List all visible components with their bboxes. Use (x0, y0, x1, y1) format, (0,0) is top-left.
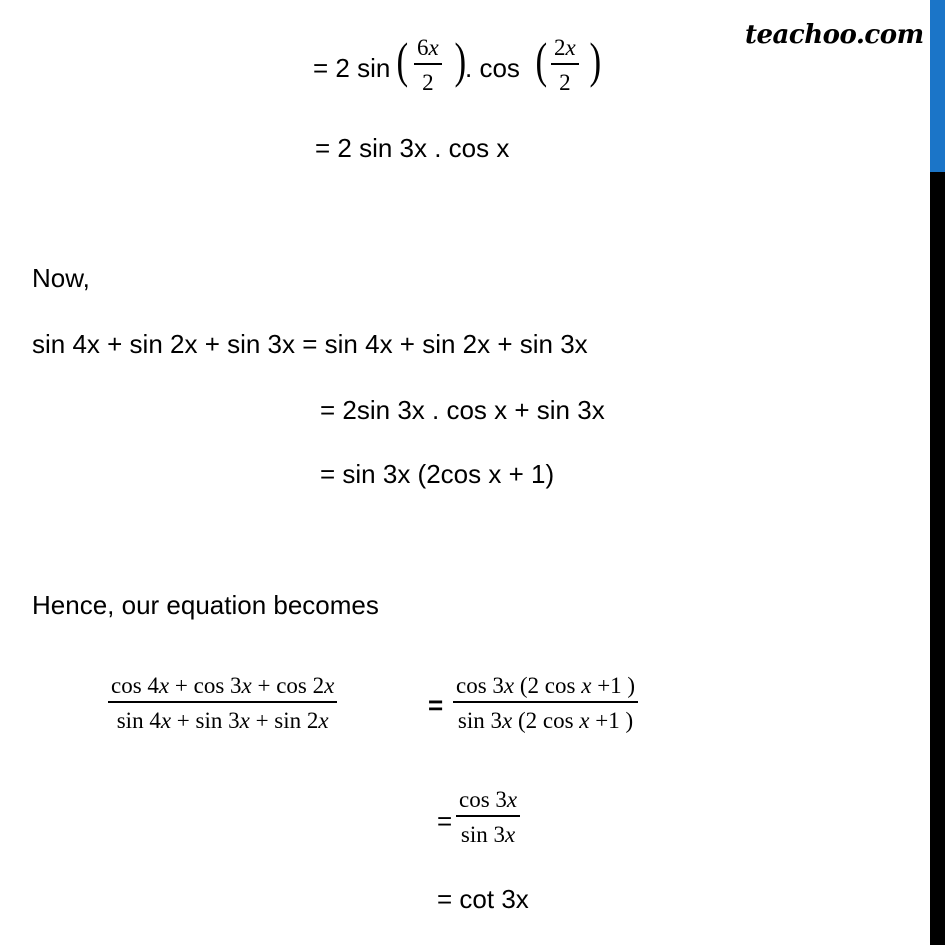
numerator: cos 3x (2 cos x +1 ) (453, 674, 638, 703)
paren-open: ( (535, 32, 548, 88)
now-label: Now, (32, 263, 90, 293)
numerator: cos 3x (456, 788, 520, 817)
fraction-2x-over-2 (551, 36, 579, 94)
paren-close: ) (589, 32, 602, 88)
numerator: cos 4x + cos 3x + cos 2x (108, 674, 337, 703)
sin-sum-step1: = 2sin 3x . cos x + sin 3x (320, 395, 605, 425)
denominator: sin 4x + sin 3x + sin 2x (116, 708, 329, 733)
scrollbar-thumb[interactable] (930, 0, 945, 172)
rhs-fraction (453, 674, 638, 732)
result: = cot 3x (437, 884, 529, 914)
denominator: sin 3x (460, 822, 516, 847)
lhs-fraction (108, 674, 337, 732)
hence-label: Hence, our equation becomes (32, 590, 379, 620)
numerator: 2x (551, 36, 579, 65)
step1-prefix: = 2 sin (313, 53, 391, 83)
denominator: 2 (422, 70, 434, 95)
paren-open: ( (396, 32, 409, 88)
teachoo-logo: teachoo.com (745, 20, 924, 50)
sin-sum-lhs: sin 4x + sin 2x + sin 3x = sin 4x + sin 2x + sin 3x (32, 329, 588, 359)
equals-sign: = (437, 806, 453, 836)
step-2: = 2 sin 3x . cos x (315, 133, 510, 163)
equals-sign: = (428, 690, 444, 720)
simplified-fraction (456, 788, 520, 846)
sin-sum-step2: = sin 3x (2cos x + 1) (320, 459, 555, 489)
step1-mid: . cos (465, 53, 520, 83)
fraction-6x-over-2 (414, 36, 442, 94)
paren-close: ) (454, 32, 467, 88)
scrollbar[interactable] (930, 0, 945, 945)
denominator: 2 (559, 70, 571, 95)
denominator: sin 3x (2 cos x +1 ) (457, 708, 634, 733)
numerator: 6x (414, 36, 442, 65)
